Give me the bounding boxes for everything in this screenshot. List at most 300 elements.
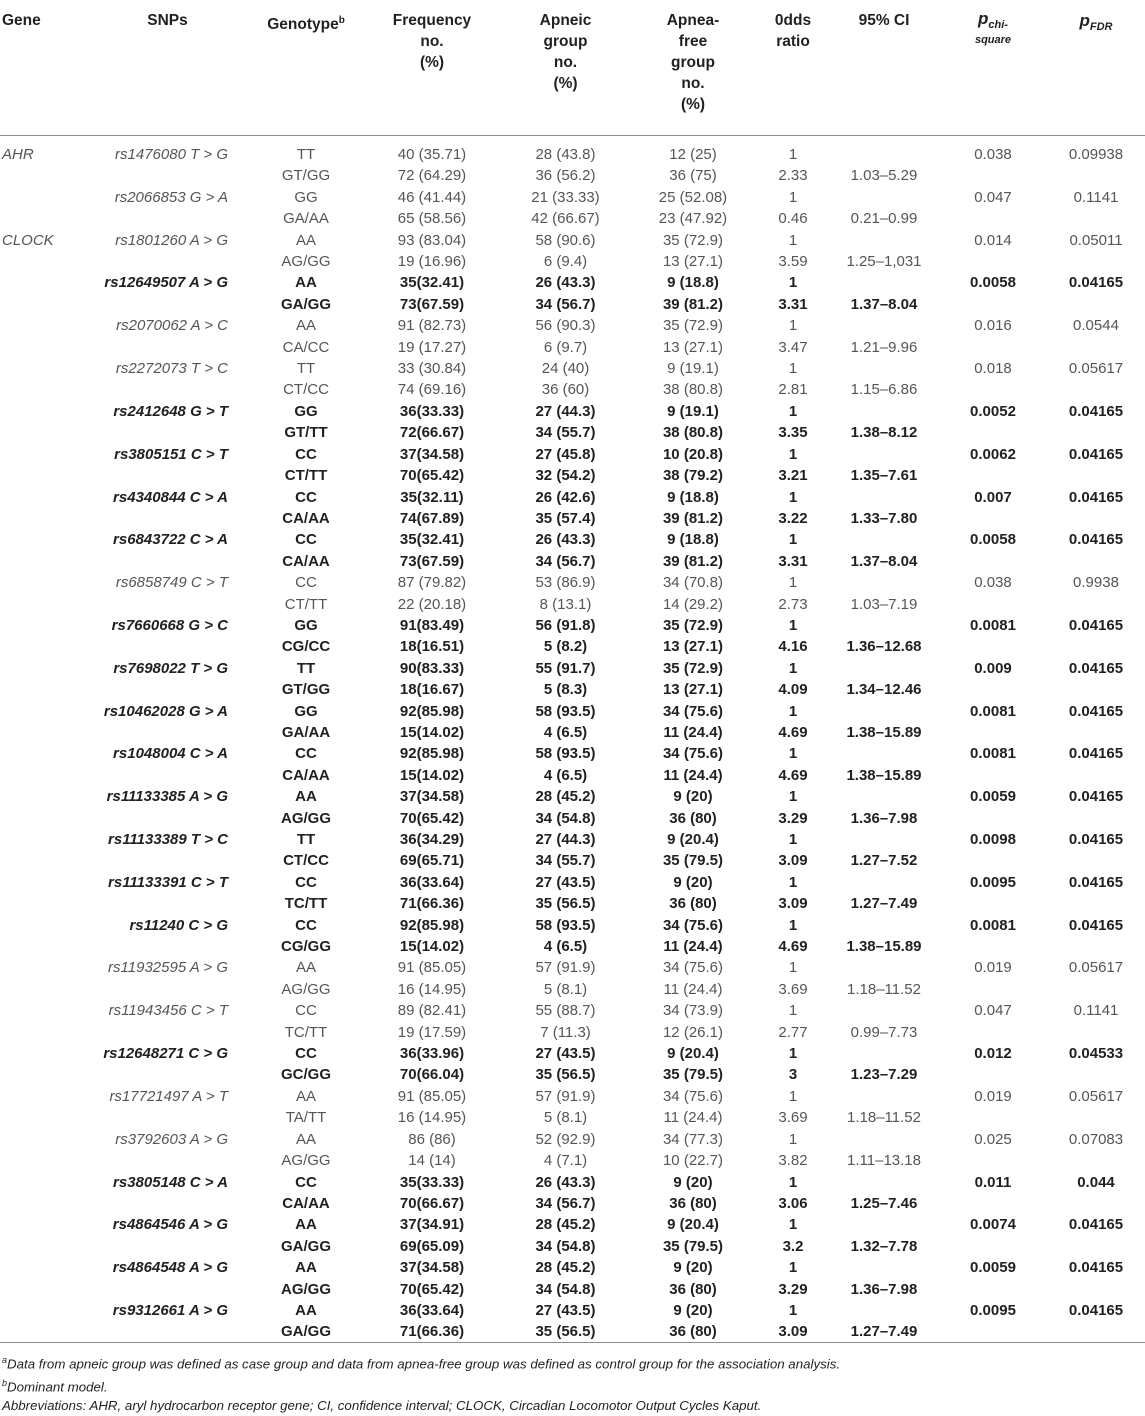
table-row xyxy=(0,529,1145,550)
genotype-cell: CC xyxy=(295,574,317,592)
gene-cell xyxy=(0,1043,85,1064)
genotype-cell: AA xyxy=(295,788,317,806)
frequency-cell: 36(33.33) xyxy=(399,402,465,420)
p-chi-square-cell: 0.0052 xyxy=(970,402,1016,420)
genotype-cell: GT/TT xyxy=(284,424,328,442)
ci-cell: 0.99–7.73 xyxy=(850,1023,918,1041)
apneic-cell: 55 (91.7) xyxy=(535,659,596,677)
frequency-cell: 91 (85.05) xyxy=(397,959,467,977)
genotype-cell: GC/GG xyxy=(280,1066,331,1084)
snp-cell: rs11240 C > G xyxy=(129,916,228,934)
table-row xyxy=(0,487,1145,508)
p-chi-square-cell xyxy=(939,636,1047,657)
footnote-a: $^a$Data from apneic group was defined as case group and data from apnea-free group was defined as control group for the association analysis. xyxy=(2,1355,841,1372)
p-chi-square-cell: 0.016 xyxy=(974,317,1012,335)
frequency-cell: 91(83.49) xyxy=(399,616,465,634)
p-chi-square-cell xyxy=(939,979,1047,1000)
odds-ratio-cell: 0.46 xyxy=(778,210,808,228)
frequency-cell: 19 (17.59) xyxy=(397,1023,467,1041)
table-row xyxy=(0,1172,1145,1193)
snp-cell: rs2272073 T > C xyxy=(115,360,228,378)
apneic-cell: 28 (45.2) xyxy=(535,1216,596,1234)
table-row xyxy=(0,358,1145,379)
apnea-free-cell: 36 (75) xyxy=(669,167,717,185)
snp-cell: rs6843722 C > A xyxy=(113,531,228,549)
genotype-cell: AG/GG xyxy=(281,980,331,998)
p-fdr-cell xyxy=(1047,422,1145,443)
genotype-cell: GA/AA xyxy=(281,723,331,741)
snp-cell xyxy=(85,294,250,315)
p-fdr-cell: 0.04165 xyxy=(1068,445,1124,463)
table-row xyxy=(0,230,1145,251)
p-fdr-cell xyxy=(1047,765,1145,786)
gene-cell xyxy=(0,358,85,379)
p-chi-square-cell xyxy=(939,422,1047,443)
gene-cell xyxy=(0,1236,85,1257)
odds-ratio-cell: 3.06 xyxy=(778,1194,808,1212)
ci-cell xyxy=(829,487,939,508)
apnea-free-cell: 34 (75.6) xyxy=(662,1087,724,1105)
apnea-free-cell: 10 (20.8) xyxy=(662,445,724,463)
genotype-cell: TA/TT xyxy=(285,1109,327,1127)
frequency-cell: 35(32.11) xyxy=(400,488,464,506)
gene-cell xyxy=(0,208,85,229)
odds-ratio-cell: 4.16 xyxy=(778,638,808,656)
gene-cell xyxy=(0,1257,85,1278)
gene-cell xyxy=(0,1279,85,1300)
snp-cell xyxy=(85,379,250,400)
p-chi-square-cell xyxy=(939,850,1047,871)
frequency-cell: 93 (83.04) xyxy=(397,231,467,249)
table-row xyxy=(0,1000,1145,1021)
table-row xyxy=(0,572,1145,593)
p-fdr-cell: 0.04165 xyxy=(1068,873,1124,891)
apneic-cell: 35 (56.5) xyxy=(535,895,596,913)
p-chi-square-cell xyxy=(939,551,1047,572)
frequency-cell: 19 (17.27) xyxy=(397,338,467,356)
odds-ratio-cell: 3.82 xyxy=(778,1152,808,1170)
apnea-free-cell: 9 (18.8) xyxy=(667,274,719,292)
ci-cell: 1.36–12.68 xyxy=(846,638,922,656)
ci-cell xyxy=(829,701,939,722)
apnea-free-cell: 39 (81.2) xyxy=(662,552,724,570)
odds-ratio-cell: 1 xyxy=(788,745,798,763)
ci-cell xyxy=(829,743,939,764)
odds-ratio-cell: 3.2 xyxy=(782,1237,804,1255)
header-p-fdr: $p_{FDR}$ xyxy=(1047,0,1145,136)
odds-ratio-cell: 1 xyxy=(788,788,798,806)
odds-ratio-cell: 1 xyxy=(788,317,798,335)
table-row xyxy=(0,379,1145,400)
table-row xyxy=(0,915,1145,936)
frequency-cell: 72 (64.29) xyxy=(397,167,467,185)
gene-cell xyxy=(0,594,85,615)
ci-cell xyxy=(829,615,939,636)
apnea-free-cell: 23 (47.92) xyxy=(658,210,728,228)
odds-ratio-cell: 3.09 xyxy=(778,1323,808,1341)
apneic-cell: 6 (9.7) xyxy=(543,338,588,356)
apneic-cell: 52 (92.9) xyxy=(535,1130,596,1148)
p-fdr-cell: 0.04165 xyxy=(1068,1301,1124,1319)
genotype-cell: CG/GG xyxy=(280,938,331,956)
snp-cell xyxy=(85,979,250,1000)
odds-ratio-cell: 1 xyxy=(788,146,798,163)
p-chi-square-cell xyxy=(939,679,1047,700)
apneic-cell: 34 (54.8) xyxy=(535,1280,596,1298)
apneic-cell: 36 (56.2) xyxy=(535,167,596,185)
apnea-free-cell: 25 (52.08) xyxy=(658,188,728,206)
odds-ratio-cell: 1 xyxy=(788,1087,798,1105)
p-chi-square-cell: 0.0059 xyxy=(970,1259,1016,1277)
table-row xyxy=(0,722,1145,743)
genotype-cell: CC xyxy=(295,916,317,934)
frequency-cell: 71(66.36) xyxy=(399,1323,465,1341)
p-fdr-cell: 0.05617 xyxy=(1068,1087,1124,1105)
ci-cell xyxy=(829,272,939,293)
p-fdr-cell: 0.04165 xyxy=(1068,788,1124,806)
gene-cell xyxy=(0,401,85,422)
frequency-cell: 72(66.67) xyxy=(399,424,465,442)
odds-ratio-cell: 3 xyxy=(788,1066,798,1084)
snp-cell: rs3792603 A > G xyxy=(115,1130,228,1148)
apnea-free-cell: 35 (72.9) xyxy=(662,616,724,634)
apnea-free-cell: 11 (24.4) xyxy=(663,938,723,956)
p-fdr-cell xyxy=(1047,379,1145,400)
ci-cell xyxy=(829,444,939,465)
genotype-cell: GG xyxy=(294,702,318,720)
p-chi-square-cell xyxy=(939,594,1047,615)
odds-ratio-cell: 2.33 xyxy=(778,167,808,185)
frequency-cell: 71(66.36) xyxy=(399,895,465,913)
p-chi-square-cell xyxy=(939,808,1047,829)
gene-cell xyxy=(0,658,85,679)
p-chi-square-cell: 0.0081 xyxy=(970,702,1016,720)
snp-cell xyxy=(85,422,250,443)
apneic-cell: 4 (6.5) xyxy=(543,723,588,741)
snp-cell: rs2412648 G > T xyxy=(113,402,228,420)
p-fdr-cell: 0.0544 xyxy=(1073,317,1119,335)
apnea-free-cell: 38 (80.8) xyxy=(662,381,724,399)
p-chi-square-cell: 0.014 xyxy=(974,231,1012,249)
p-fdr-cell xyxy=(1047,679,1145,700)
apnea-free-cell: 11 (24.4) xyxy=(663,1109,723,1127)
odds-ratio-cell: 3.47 xyxy=(778,338,808,356)
snp-cell xyxy=(85,1236,250,1257)
apneic-cell: 5 (8.1) xyxy=(543,980,588,998)
apneic-cell: 5 (8.2) xyxy=(543,638,588,656)
gene-cell xyxy=(0,1129,85,1150)
frequency-cell: 14 (14) xyxy=(408,1152,456,1170)
odds-ratio-cell: 3.09 xyxy=(778,895,808,913)
odds-ratio-cell: 3.31 xyxy=(778,552,808,570)
ci-cell: 1.34–12.46 xyxy=(846,681,922,699)
table-row xyxy=(0,1064,1145,1085)
genotype-cell: CC xyxy=(295,1002,317,1020)
genotype-cell: AG/GG xyxy=(280,809,331,827)
ci-cell xyxy=(829,1043,939,1064)
table-row xyxy=(0,679,1145,700)
ci-cell xyxy=(829,144,939,165)
apnea-free-cell: 35 (72.9) xyxy=(662,317,724,335)
p-fdr-cell: 0.9938 xyxy=(1073,574,1119,592)
ci-cell: 1.15–6.86 xyxy=(850,381,918,399)
ci-cell xyxy=(829,1257,939,1278)
snp-cell: rs3805151 C > T xyxy=(114,445,228,463)
apneic-cell: 24 (40) xyxy=(541,360,590,378)
apnea-free-cell: 34 (75.6) xyxy=(662,745,724,763)
snp-cell xyxy=(85,722,250,743)
frequency-cell: 37(34.91) xyxy=(399,1216,465,1234)
ci-cell xyxy=(829,1129,939,1150)
odds-ratio-cell: 1 xyxy=(788,445,798,463)
snp-cell: rs17721497 A > T xyxy=(109,1087,228,1105)
p-fdr-cell: 0.04533 xyxy=(1068,1045,1124,1063)
apnea-free-cell: 39 (81.2) xyxy=(662,295,724,313)
p-fdr-cell: 0.044 xyxy=(1077,1173,1115,1191)
snp-cell xyxy=(85,1022,250,1043)
header-apnea-free: Apnea- free group no. (%) xyxy=(629,0,757,136)
ci-cell xyxy=(829,529,939,550)
ci-cell xyxy=(829,572,939,593)
table-row xyxy=(0,315,1145,336)
ci-cell xyxy=(829,957,939,978)
p-chi-square-cell: 0.0074 xyxy=(970,1216,1016,1234)
genotype-cell: CC xyxy=(295,445,317,463)
frequency-cell: 37(34.58) xyxy=(399,788,465,806)
gene-cell xyxy=(0,1150,85,1171)
genotype-cell: TT xyxy=(296,360,316,378)
p-chi-square-cell: 0.038 xyxy=(974,574,1012,592)
snp-cell xyxy=(85,337,250,358)
apnea-free-cell: 35 (72.9) xyxy=(662,659,724,677)
table-row xyxy=(0,1236,1145,1257)
genotype-cell: CC xyxy=(295,531,317,549)
odds-ratio-cell: 2.81 xyxy=(778,381,808,399)
apneic-cell: 34 (55.7) xyxy=(535,852,596,870)
ci-cell: 1.27–7.49 xyxy=(850,895,918,913)
gene-cell xyxy=(0,722,85,743)
table-row xyxy=(0,594,1145,615)
frequency-cell: 65 (58.56) xyxy=(397,210,467,228)
table-row xyxy=(0,957,1145,978)
gene-cell xyxy=(0,636,85,657)
ci-cell xyxy=(829,915,939,936)
snp-cell xyxy=(85,465,250,486)
odds-ratio-cell: 1 xyxy=(788,1045,798,1063)
odds-ratio-cell: 4.69 xyxy=(778,723,808,741)
gene-cell xyxy=(0,808,85,829)
p-chi-square-cell xyxy=(939,465,1047,486)
genotype-cell: AG/GG xyxy=(281,1152,331,1170)
gene-cell xyxy=(0,915,85,936)
p-chi-square-cell: 0.0058 xyxy=(970,531,1016,549)
snp-cell: rs4864546 A > G xyxy=(112,1216,228,1234)
table-row xyxy=(0,165,1145,186)
p-chi-square-cell xyxy=(939,337,1047,358)
p-chi-square-cell: 0.0098 xyxy=(970,831,1016,848)
gene-cell xyxy=(0,1193,85,1214)
footnotes xyxy=(2,1351,1142,1416)
genotype-cell: CC xyxy=(295,873,317,891)
p-fdr-cell: 0.04165 xyxy=(1068,531,1124,549)
apneic-cell: 28 (45.2) xyxy=(535,788,596,806)
genotype-cell: TT xyxy=(296,659,316,677)
snp-cell: rs12649507 A > G xyxy=(104,274,228,292)
frequency-cell: 33 (30.84) xyxy=(397,360,467,378)
apnea-free-cell: 35 (79.5) xyxy=(662,1237,724,1255)
table-row xyxy=(0,1321,1145,1342)
p-fdr-cell: 0.04165 xyxy=(1068,702,1124,720)
genotype-cell: AG/GG xyxy=(280,1280,331,1298)
gene-cell xyxy=(0,165,85,186)
p-fdr-cell xyxy=(1047,808,1145,829)
apneic-cell: 26 (43.3) xyxy=(535,274,596,292)
frequency-cell: 35(32.41) xyxy=(399,274,465,292)
p-chi-square-cell: 0.0081 xyxy=(970,916,1016,934)
apnea-free-cell: 11 (24.4) xyxy=(663,980,723,998)
apnea-free-cell: 35 (72.9) xyxy=(662,231,724,249)
gene-cell xyxy=(0,829,85,850)
genotype-cell: TT xyxy=(296,831,316,848)
genotype-cell: AA xyxy=(295,1130,316,1148)
snp-cell: rs9312661 A > G xyxy=(112,1301,228,1319)
table-row xyxy=(0,872,1145,893)
apneic-cell: 21 (33.33) xyxy=(531,188,600,206)
p-chi-square-cell: 0.0058 xyxy=(970,274,1016,292)
odds-ratio-cell: 1 xyxy=(788,231,798,249)
frequency-cell: 90(83.33) xyxy=(399,659,465,677)
snp-cell xyxy=(85,850,250,871)
frequency-cell: 92(85.98) xyxy=(399,916,465,934)
table-body xyxy=(0,144,1145,1343)
p-fdr-cell xyxy=(1047,508,1145,529)
genotype-cell: CT/CC xyxy=(283,852,329,870)
snp-cell xyxy=(85,679,250,700)
p-fdr-cell xyxy=(1047,1193,1145,1214)
p-fdr-cell xyxy=(1047,1022,1145,1043)
table-row xyxy=(0,893,1145,914)
odds-ratio-cell: 1 xyxy=(788,916,798,934)
header-p-chi-square: $p_{chi-}$ square xyxy=(939,0,1047,136)
gene-cell xyxy=(0,337,85,358)
odds-ratio-cell: 1 xyxy=(788,659,798,677)
p-chi-square-cell xyxy=(939,765,1047,786)
header-gene: Gene xyxy=(0,0,85,136)
gene-cell xyxy=(0,251,85,272)
footnote-abbreviations: Abbreviations: AHR, aryl hydrocarbon receptor gene; CI, confidence interval; CLOCK, Circadian Locomotor Output Cycles Kaput. xyxy=(2,1398,762,1414)
genotype-cell: CA/AA xyxy=(282,766,330,784)
bottom-rule xyxy=(0,1342,1145,1343)
apneic-cell: 27 (45.8) xyxy=(535,445,596,463)
p-fdr-cell xyxy=(1047,979,1145,1000)
snp-cell: rs12648271 C > G xyxy=(103,1045,228,1063)
table-row xyxy=(0,1086,1145,1107)
apneic-cell: 26 (42.6) xyxy=(535,488,596,506)
apnea-free-cell: 11 (24.4) xyxy=(663,766,723,784)
p-chi-square-cell: 0.047 xyxy=(974,188,1012,206)
table-row xyxy=(0,979,1145,1000)
odds-ratio-cell: 4.09 xyxy=(778,681,808,699)
frequency-cell: 22 (20.18) xyxy=(397,595,467,613)
apnea-free-cell: 34 (75.6) xyxy=(662,959,724,977)
genotype-cell: TT xyxy=(296,146,316,163)
gene-cell: AHR xyxy=(2,146,34,163)
genotype-cell: CT/TT xyxy=(284,595,328,613)
table-row xyxy=(0,850,1145,871)
p-chi-square-cell xyxy=(939,1193,1047,1214)
p-fdr-cell: 0.07083 xyxy=(1068,1130,1124,1148)
frequency-cell: 46 (41.44) xyxy=(397,188,467,206)
gene-cell: CLOCK xyxy=(2,231,54,249)
snp-cell xyxy=(85,1279,250,1300)
apnea-free-cell: 9 (20.4) xyxy=(667,1216,719,1234)
apneic-cell: 56 (91.8) xyxy=(535,616,596,634)
genotype-cell: CC xyxy=(295,1173,317,1191)
snp-cell: rs7660668 G > C xyxy=(111,616,228,634)
ci-cell: 1.38–15.89 xyxy=(846,766,922,784)
frequency-cell: 74 (69.16) xyxy=(397,381,467,399)
snp-cell: rs2070062 A > C xyxy=(116,317,228,335)
apneic-cell: 27 (43.5) xyxy=(535,1301,596,1319)
p-chi-square-cell xyxy=(939,1064,1047,1085)
odds-ratio-cell: 3.29 xyxy=(778,1280,808,1298)
genotype-cell: GA/GG xyxy=(280,1237,331,1255)
apnea-free-cell: 36 (80) xyxy=(669,1194,717,1212)
odds-ratio-cell: 4.69 xyxy=(778,766,808,784)
table-row xyxy=(0,1214,1145,1235)
ci-cell: 1.32–7.78 xyxy=(850,1237,918,1255)
p-chi-square-cell xyxy=(939,1022,1047,1043)
apneic-cell: 27 (44.3) xyxy=(535,831,596,848)
ci-cell xyxy=(829,872,939,893)
odds-ratio-cell: 1 xyxy=(788,831,798,848)
apneic-cell: 6 (9.4) xyxy=(543,253,588,271)
genotype-cell: GG xyxy=(294,616,318,634)
gene-cell xyxy=(0,422,85,443)
gene-cell xyxy=(0,487,85,508)
p-chi-square-cell: 0.025 xyxy=(974,1130,1012,1148)
apnea-free-cell: 38 (80.8) xyxy=(662,424,724,442)
odds-ratio-cell: 3.35 xyxy=(778,424,808,442)
genotype-cell: AA xyxy=(295,317,316,335)
genotype-cell: CA/AA xyxy=(282,509,330,527)
p-chi-square-cell: 0.007 xyxy=(974,488,1012,506)
ci-cell: 1.36–7.98 xyxy=(850,809,918,827)
snp-cell: rs11943456 C > T xyxy=(108,1002,228,1020)
apnea-free-cell: 34 (75.6) xyxy=(662,916,724,934)
frequency-cell: 16 (14.95) xyxy=(397,980,467,998)
snp-cell xyxy=(85,1193,250,1214)
p-fdr-cell xyxy=(1047,208,1145,229)
apneic-cell: 27 (44.3) xyxy=(535,402,596,420)
apnea-free-cell: 34 (77.3) xyxy=(662,1130,724,1148)
apnea-free-cell: 12 (26.1) xyxy=(662,1023,724,1041)
ci-cell xyxy=(829,187,939,208)
table-row xyxy=(0,636,1145,657)
apnea-free-cell: 9 (18.8) xyxy=(667,488,719,506)
snp-cell xyxy=(85,508,250,529)
frequency-cell: 86 (86) xyxy=(408,1130,456,1148)
apnea-free-cell: 34 (70.8) xyxy=(662,574,724,592)
table-header xyxy=(0,0,1145,144)
p-chi-square-cell: 0.018 xyxy=(974,360,1012,378)
p-fdr-cell: 0.04165 xyxy=(1068,1216,1124,1234)
table-row xyxy=(0,743,1145,764)
p-fdr-cell xyxy=(1047,594,1145,615)
gene-cell xyxy=(0,893,85,914)
table-row xyxy=(0,422,1145,443)
table-row xyxy=(0,1022,1145,1043)
